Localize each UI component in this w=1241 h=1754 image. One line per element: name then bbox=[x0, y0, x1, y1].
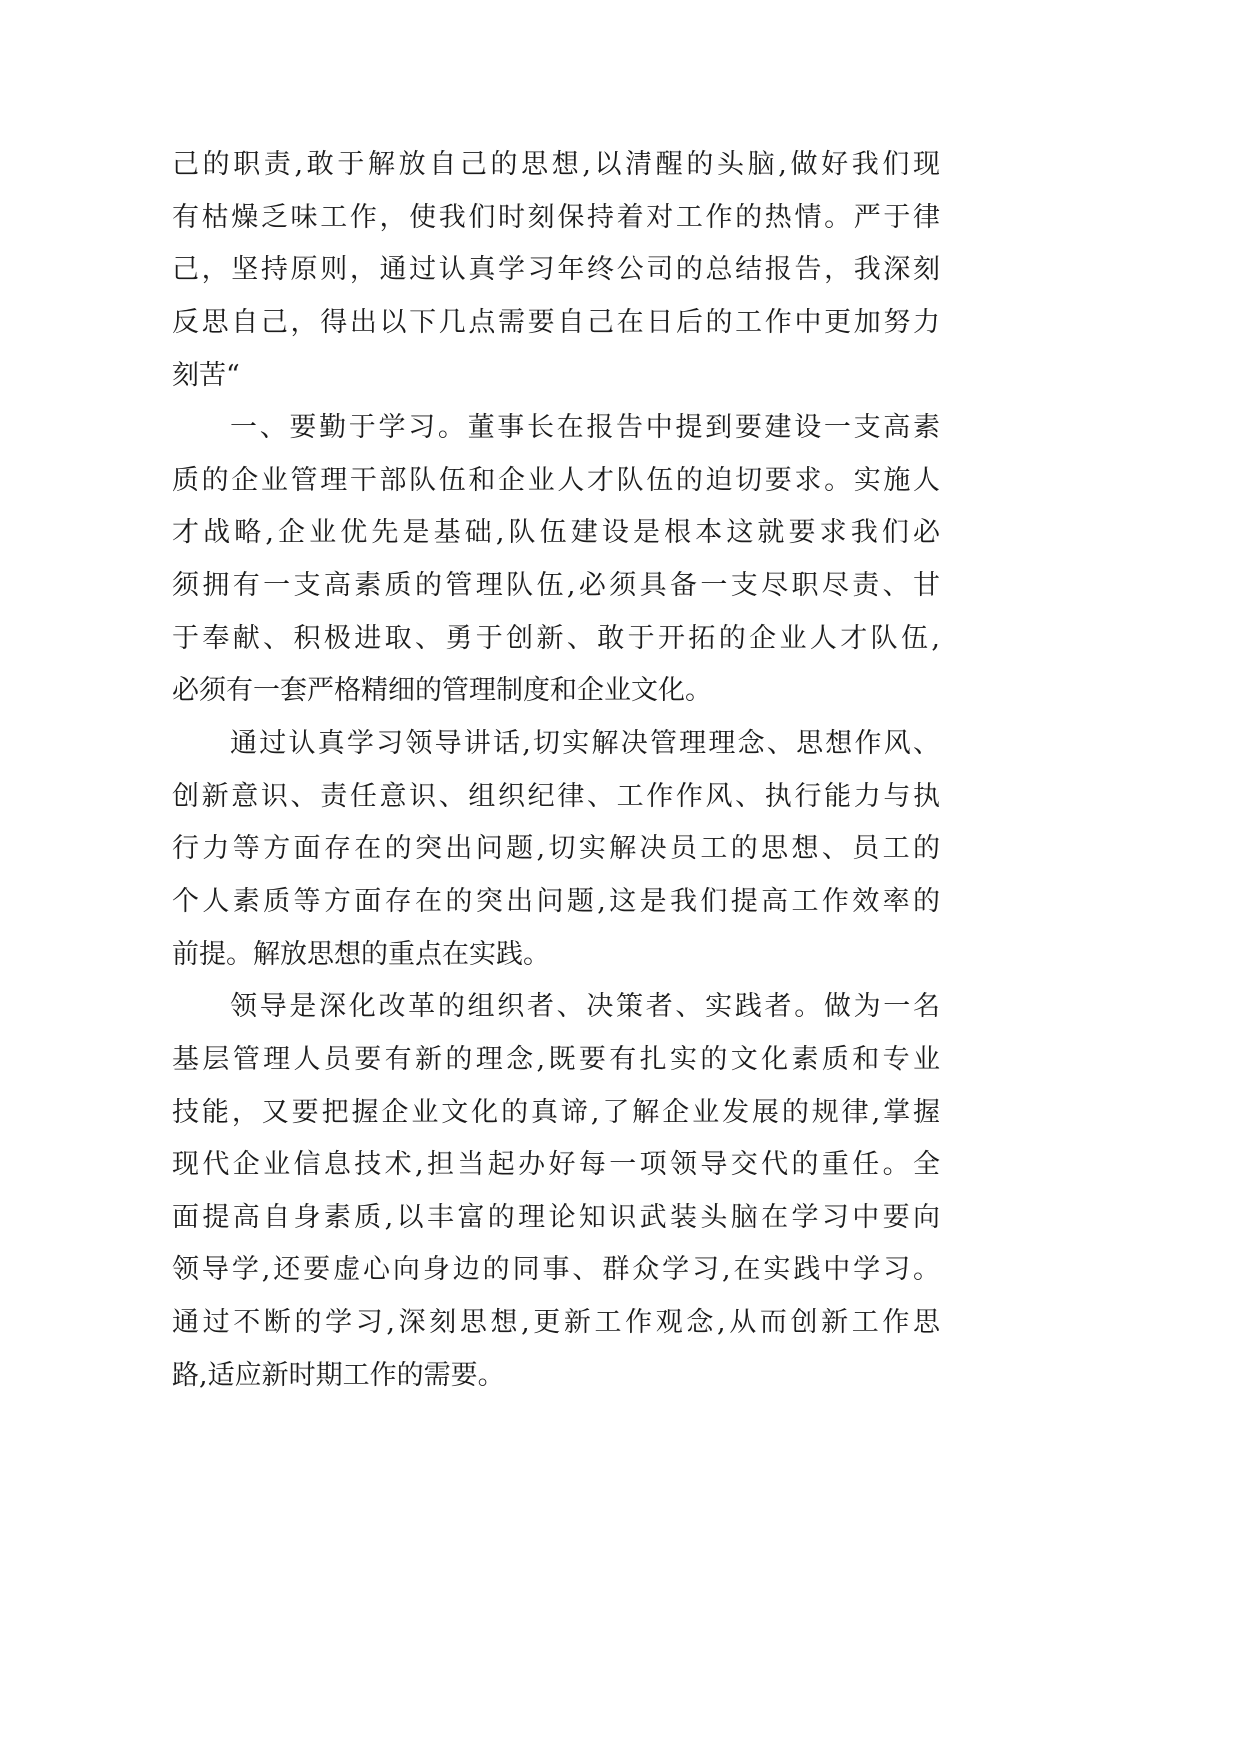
paragraph-4 bbox=[172, 981, 940, 1402]
paragraph-1 bbox=[172, 139, 940, 402]
text-line: 须拥有一支高素质的管理队伍,必须具备一支尽职尽责、甘 bbox=[172, 570, 940, 602]
text-line: 通过不断的学习,深刻思想,更新工作观念,从而创新工作思 bbox=[172, 1307, 940, 1339]
text-line: 必须有一套严格精细的管理制度和企业文化。 bbox=[172, 675, 712, 707]
document-body bbox=[172, 139, 940, 1402]
text-line: 刻苦“ bbox=[172, 359, 240, 391]
text-line: 创新意识、责任意识、组织纪律、工作作风、执行能力与执 bbox=[172, 780, 940, 812]
text-line: 前提。解放思想的重点在实践。 bbox=[172, 938, 550, 970]
text-line: 才战略,企业优先是基础,队伍建设是根本这就要求我们必 bbox=[172, 517, 940, 549]
text-line: 路,适应新时期工作的需要。 bbox=[172, 1359, 505, 1391]
text-line: 现代企业信息技术,担当起办好每一项领导交代的重任。全 bbox=[172, 1149, 940, 1181]
text-line: 通过认真学习领导讲话,切实解决管理理念、思想作风、 bbox=[230, 728, 940, 760]
paragraph-3 bbox=[172, 718, 940, 981]
text-line: 反思自己，得出以下几点需要自己在日后的工作中更加努力 bbox=[172, 306, 940, 338]
text-line: 领导是深化改革的组织者、决策者、实践者。做为一名 bbox=[230, 991, 940, 1023]
text-line: 己，坚持原则，通过认真学习年终公司的总结报告，我深刻 bbox=[172, 254, 940, 286]
text-line: 面提高自身素质,以丰富的理论知识武装头脑在学习中要向 bbox=[172, 1201, 940, 1233]
text-line: 一、要勤于学习。董事长在报告中提到要建设一支高素 bbox=[230, 412, 940, 444]
text-line: 有枯燥乏味工作，使我们时刻保持着对工作的热情。严于律 bbox=[172, 201, 940, 233]
text-line: 质的企业管理干部队伍和企业人才队伍的迫切要求。实施人 bbox=[172, 464, 940, 496]
text-line: 技能，又要把握企业文化的真谛,了解企业发展的规律,掌握 bbox=[172, 1096, 940, 1128]
text-line: 领导学,还要虚心向身边的同事、群众学习,在实践中学习。 bbox=[172, 1254, 940, 1286]
text-line: 己的职责,敢于解放自己的思想,以清醒的头脑,做好我们现 bbox=[172, 149, 940, 180]
text-line: 行力等方面存在的突出问题,切实解决员工的思想、员工的 bbox=[172, 833, 940, 865]
paragraph-2 bbox=[172, 402, 940, 718]
text-line: 基层管理人员要有新的理念,既要有扎实的文化素质和专业 bbox=[172, 1043, 940, 1075]
text-line: 个人素质等方面存在的突出问题,这是我们提高工作效率的 bbox=[172, 885, 940, 917]
text-line: 于奉献、积极进取、勇于创新、敢于开拓的企业人才队伍, bbox=[172, 622, 940, 654]
